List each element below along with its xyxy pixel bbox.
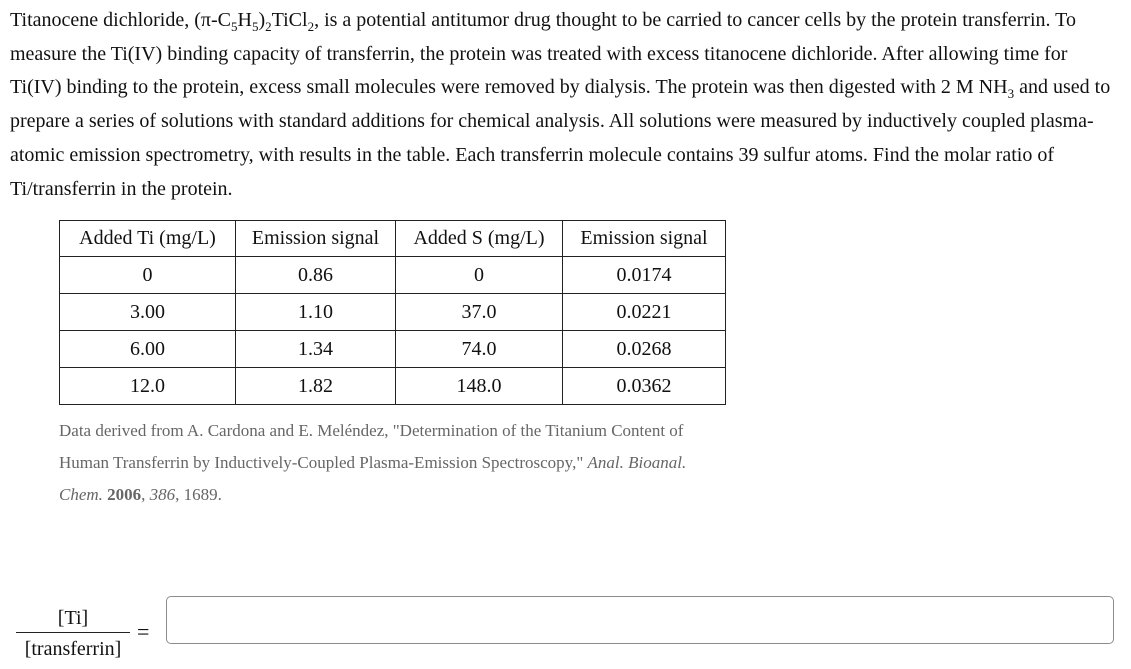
subscript: 5 [251, 19, 259, 34]
problem-text: TiCl [271, 9, 308, 31]
problem-text: ) [258, 9, 266, 31]
data-table [59, 220, 726, 405]
table-row [60, 294, 726, 331]
table-cell: 0.0268 [563, 331, 726, 368]
problem-text: Titanocene dichloride, (π-C [10, 9, 231, 31]
subscript: 3 [1007, 86, 1015, 102]
table-cell: 0.86 [236, 257, 396, 294]
problem-text: H [237, 9, 252, 31]
citation-separator: , [141, 485, 150, 504]
subscript: 2 [307, 19, 315, 34]
table-cell: 74.0 [396, 331, 563, 368]
answer-input[interactable] [166, 596, 1114, 644]
table-cell: 0.0221 [563, 294, 726, 331]
citation-journal: Anal. Bioanal. Chem. [59, 453, 687, 504]
table-cell: 37.0 [396, 294, 563, 331]
table-cell: 0.0174 [563, 257, 726, 294]
citation [59, 415, 719, 511]
column-header: Added S (mg/L) [396, 221, 563, 257]
citation-year: 2006 [107, 485, 142, 504]
table-row [60, 331, 726, 368]
equals-sign: = [137, 619, 150, 644]
table-header-row [60, 221, 726, 257]
table-cell: 148.0 [396, 368, 563, 405]
table-cell: 1.10 [236, 294, 396, 331]
table-cell: 1.34 [236, 331, 396, 368]
fraction-denominator: [transferrin] [24, 638, 122, 660]
citation-pages: , 1689. [175, 485, 222, 504]
table-cell: 6.00 [60, 331, 236, 368]
problem-text: and used to prepare a series of solutions with standard additions for chemical analysis. All solutions were measured by inductively coupled plasma-atomic emission spectrometry, with results in the table. Each transferrin molecule contains 39 sulfur atoms. Find the molar ratio of Ti/transferrin in the protein. [10, 76, 1111, 200]
problem-statement [10, 4, 1122, 206]
table-cell: 3.00 [60, 294, 236, 331]
citation-volume: 386 [149, 485, 176, 504]
table-row [60, 368, 726, 405]
subscript: 2 [265, 19, 272, 34]
table-cell: 0.0362 [563, 368, 726, 405]
table-cell: 12.0 [60, 368, 236, 405]
table-cell: 1.82 [236, 368, 396, 405]
column-header: Added Ti (mg/L) [60, 221, 236, 257]
problem-text: , is a potential antitumor drug thought to be carried to cancer cells by the protein transferrin. To measure the Ti(IV) binding capacity of transferrin, the protein was treated with excess titanocene dichloride. After allowing time for Ti(IV) binding to the protein, excess small molecules were removed by dialysis. The protein was then digested with 2 M NH [10, 9, 1076, 99]
citation-text: Data derived from A. Cardona and E. Meléndez, "Determination of the Titanium Content of Human Transferrin by Inductively-Coupled Plasma-Emission Spectroscopy," [59, 421, 684, 472]
ratio-fraction [16, 604, 130, 663]
column-header: Emission signal [563, 221, 726, 257]
fraction-numerator: [Ti] [16, 604, 130, 633]
table-row [60, 257, 726, 294]
column-header: Emission signal [236, 221, 396, 257]
table-cell: 0 [396, 257, 563, 294]
table-cell: 0 [60, 257, 236, 294]
subscript: 5 [230, 19, 238, 34]
